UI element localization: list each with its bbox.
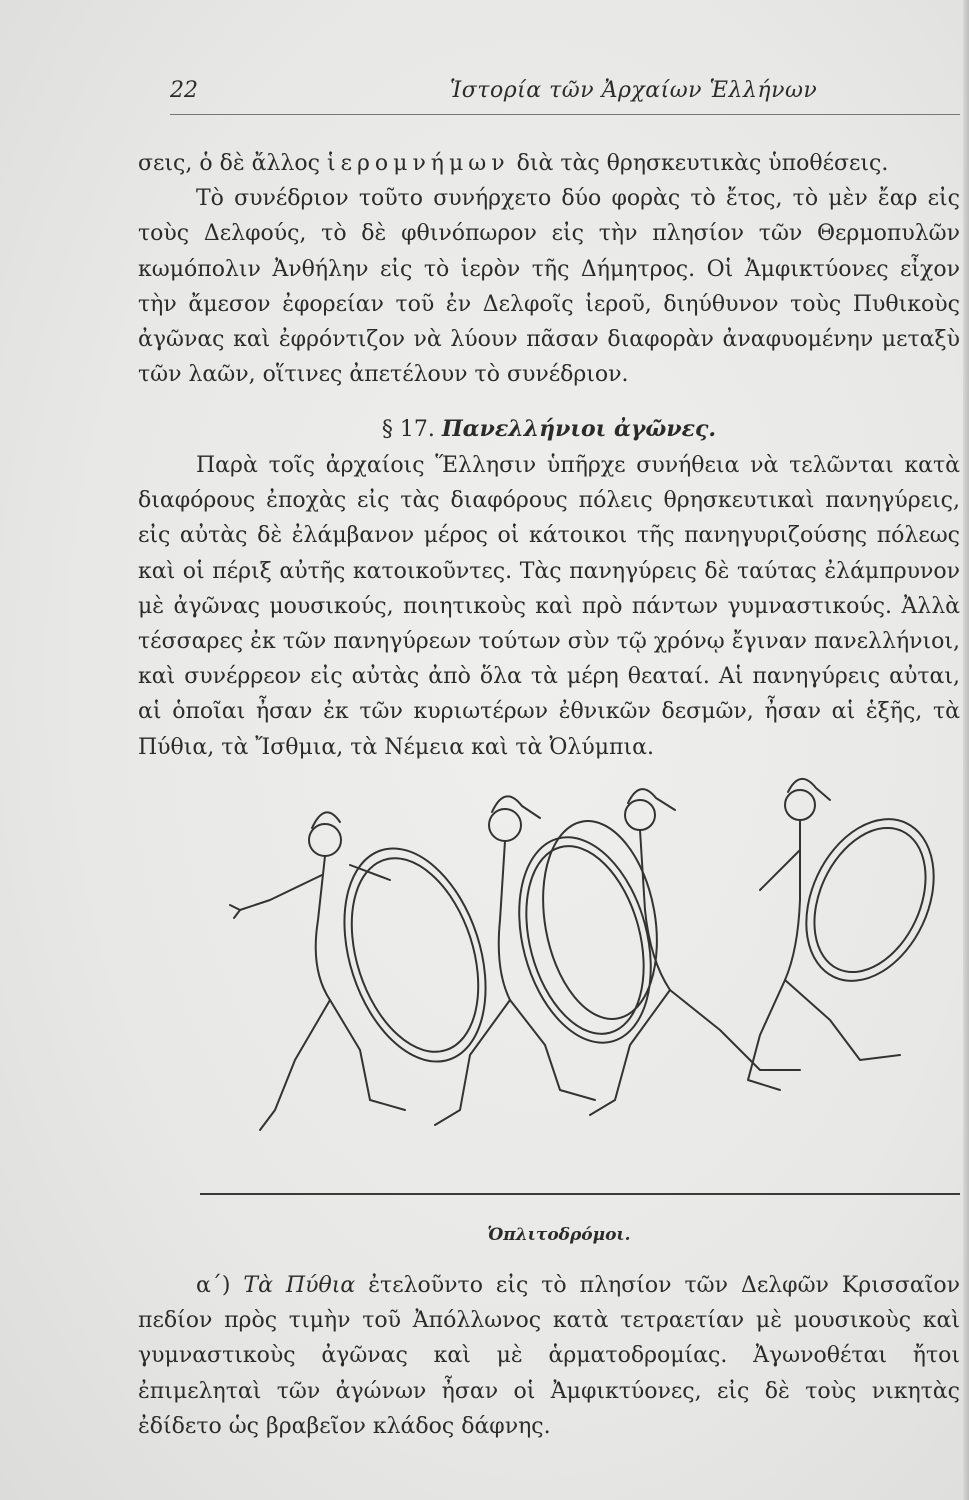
shield bbox=[319, 830, 511, 1079]
section-heading bbox=[138, 412, 960, 447]
hoplite-runners-illustration bbox=[200, 770, 960, 1190]
paragraph-amphictyony bbox=[138, 146, 960, 392]
paragraph-pythia bbox=[138, 1268, 960, 1444]
figure-caption: Ὁπλιτοδρόμοι. bbox=[487, 1225, 631, 1245]
paragraph-body: Παρὰ τοῖς ἀρχαίοις Ἕλλησιν ὑπῆρχε συνήθεια νὰ τελῶνται κατὰ διαφόρους ἐποχὰς εἰς τὰς διαφόρους πόλεις θρησκευτικαὶ πανηγύρεις, εἰς αὐτὰς δὲ ἐλάμβανον μέρος οἱ κάτοικοι τῆς πανηγυριζούσης πόλεως καὶ οἱ πέριξ αὐτῆς κατοικοῦντες. Τὰς πανηγύρεις δὲ ταύτας ἐλάμπρυνον μὲ ἀγῶνας μουσικούς, ποιητικοὺς καὶ πρὸ πάντων γυμναστικούς. Ἀλλὰ τέσσαρες ἐκ τῶν πανηγύρεων τούτων σὺν τῷ χρόνῳ ἔγιναν πανελλήνιοι, καὶ συνέρρεον εἰς αὐτὰς ἀπὸ ὅλα τὰ μέρη θεαταί. Αἱ πανηγύρεις αὐται, αἱ ὁποῖαι ἦσαν ἐκ τῶν κυριωτέρων ἐθνικῶν δεσμῶν, ἦσαν αἱ ἑξῆς, τὰ Πύθια, τὰ Ἴσθμια, τὰ Νέμεια καὶ τὰ Ὀλύμπια. bbox=[138, 453, 960, 760]
paragraph-text: ἐτελοῦντο εἰς τὸ πλησίον τῶν Δελφῶν Κρισσαῖον πεδίον πρὸς τιμὴν τοῦ Ἀπόλλωνος κατὰ τετραετίαν μὲ μουσικοὺς καὶ γυμναστικοὺς ἀγῶνας καὶ μὲ ἁρματοδρομίας. Ἀγωνοθέται ἤτοι ἐπιμεληταὶ τῶν ἀγώνων ἦσαν οἱ Ἀμφικτύονες, εἰς δὲ τοὺς νικητὰς ἐδίδετο ὡς βραβεῖον κλάδος δάφνης. bbox=[138, 1273, 960, 1439]
after-spaced-text: διὰ τὰς θρησκευτικὰς ὑποθέσεις. bbox=[509, 151, 889, 176]
spaced-term: ἱερομνήμων bbox=[326, 151, 510, 176]
page-edge bbox=[963, 0, 969, 1500]
list-marker: α΄) bbox=[196, 1273, 244, 1298]
paragraph-body: Τὸ συνέδριον τοῦτο συνήρχετο δύο φορὰς τὸ ἔτος, τὸ μὲν ἔαρ εἰς τοὺς Δελφούς, τὸ δὲ φθινόπωρον εἰς τὴν πλησίον τῶν Θερμοπυλῶν κωμόπολιν Ἀνθήλην εἰς τὸ ἱερὸν τῆς Δήμητρος. Οἱ Ἀμφικτύονες εἶχον τὴν ἄμεσον ἐφορείαν τοῦ ἐν Δελφοῖς ἱεροῦ, διηύθυνον τοὺς Πυθικοὺς ἀγῶνας καὶ ἐφρόντιζον νὰ λύουν πᾶσαν διαφορὰν ἀναφυομένην μεταξὺ τῶν λαῶν, οἵτινες ἀπετέλουν τὸ συνέδριον. bbox=[138, 186, 960, 388]
paragraph-line-continuation bbox=[138, 146, 960, 181]
term-pythia: Τὰ Πύθια bbox=[243, 1273, 356, 1298]
figure-ground-line bbox=[200, 1193, 960, 1195]
section-title: Πανελλήνιοι ἀγῶνες. bbox=[441, 416, 717, 442]
running-title: Ἱστορία τῶν Ἀρχαίων Ἑλλήνων bbox=[450, 78, 818, 103]
paragraph-body bbox=[138, 1268, 960, 1444]
shield bbox=[782, 798, 959, 1001]
lead-text: σεις, ὁ δὲ ἄλλος bbox=[138, 151, 327, 176]
page-header bbox=[170, 78, 950, 112]
section-number: § 17. bbox=[381, 417, 435, 442]
runner-figure bbox=[230, 812, 405, 1130]
header-rule bbox=[170, 114, 960, 115]
paragraph-panhellenic-games bbox=[138, 448, 960, 765]
page-number: 22 bbox=[170, 78, 198, 103]
runner-figure bbox=[748, 779, 900, 1090]
